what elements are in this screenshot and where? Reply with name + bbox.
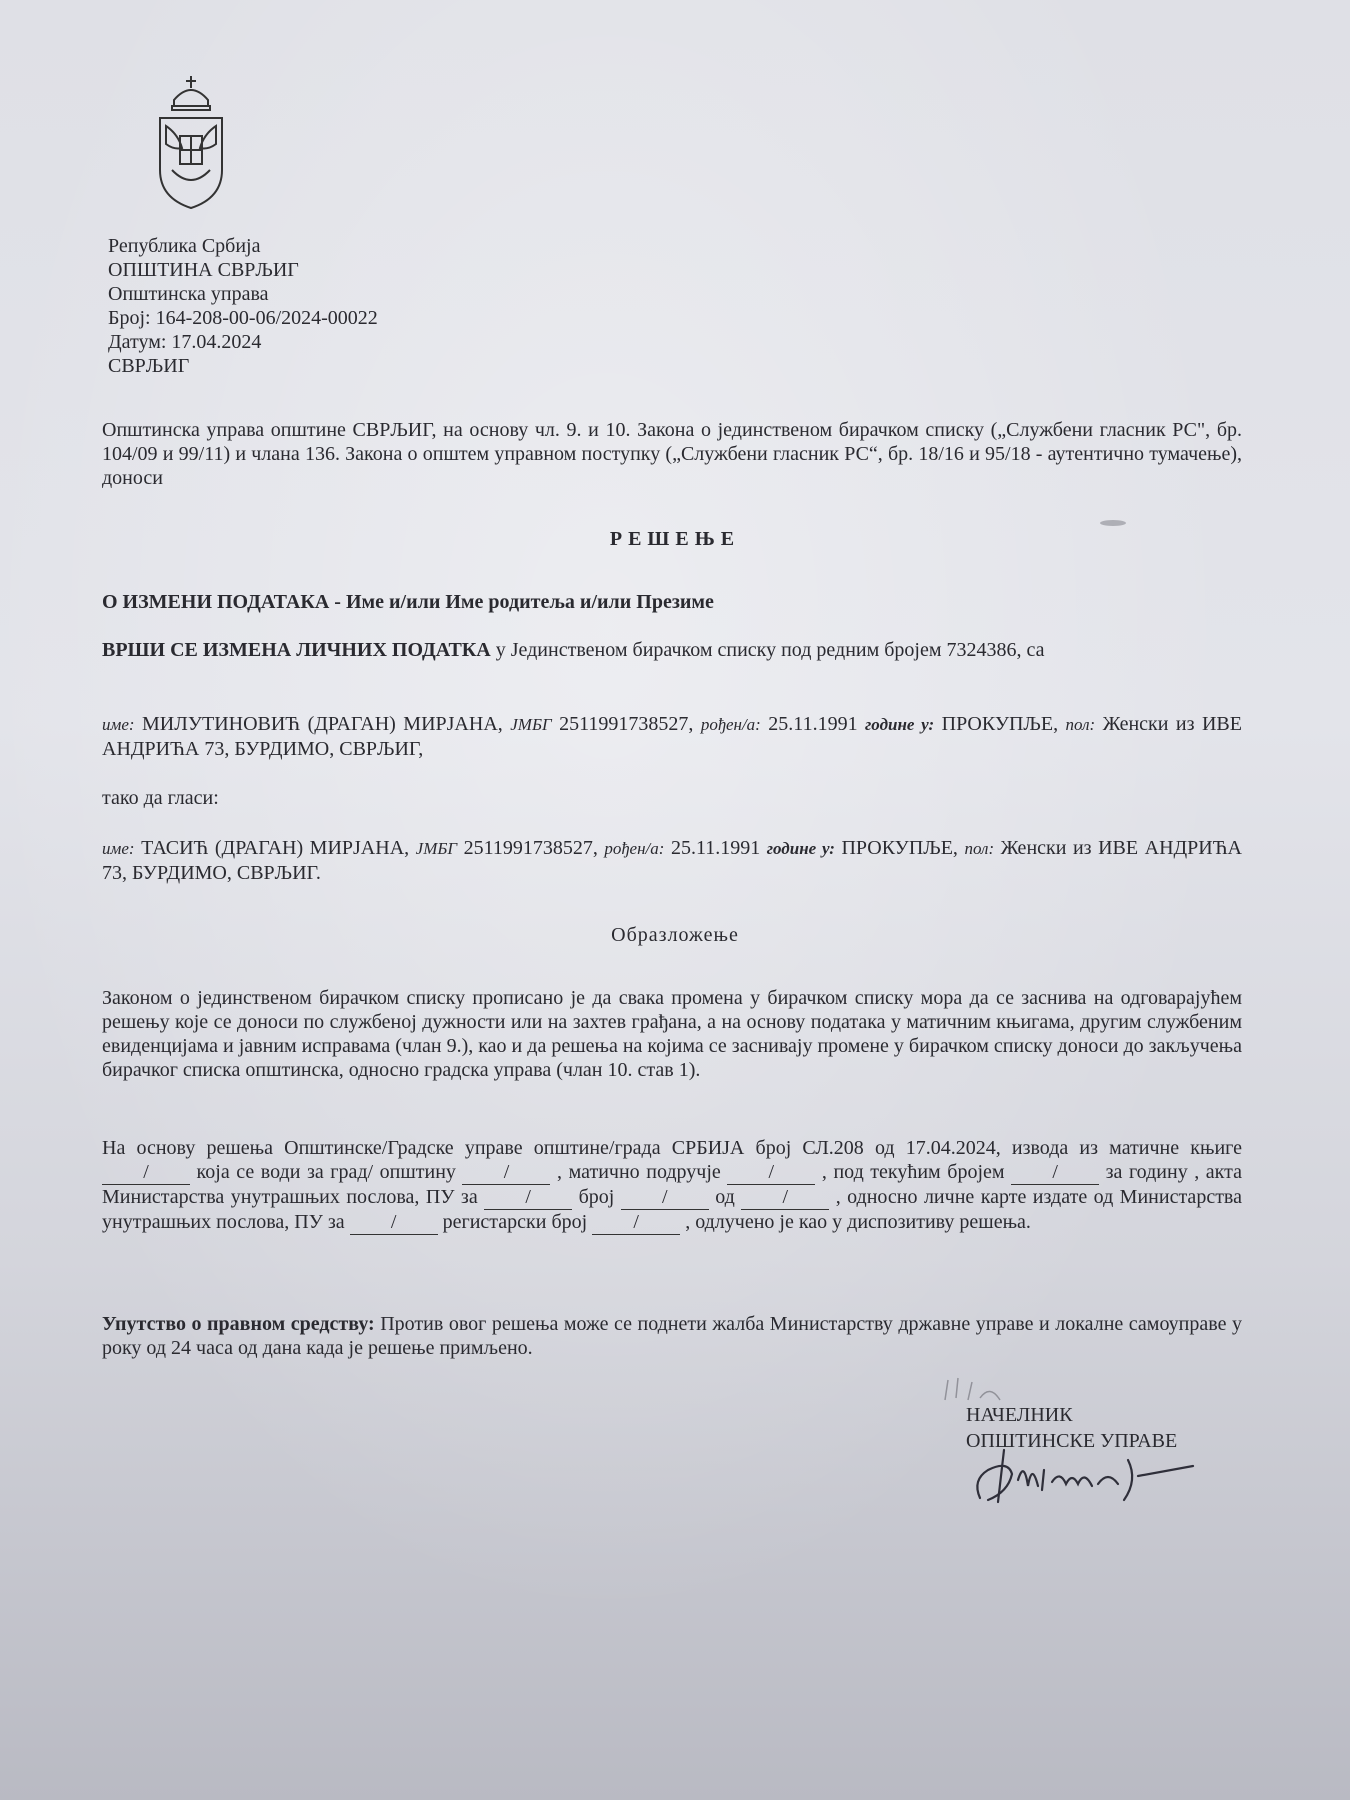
legal-remedy-text: Против овог решења може се поднети жалба Министарству државне управе и локалне самоуправе у року од 24 часа од дана када је решење примљено. xyxy=(102,1313,1242,1359)
tako-da-glasi: тако да гласи: xyxy=(102,787,219,809)
ink-smudge xyxy=(1098,518,1128,528)
old-record xyxy=(102,712,1242,761)
p2-text-1: На основу решења Општинске/Градске управе општине/града СРБИЈА број СЛ.208 од 17.04.2024, извода из матичне књиге xyxy=(102,1137,1242,1159)
document-header xyxy=(108,234,378,378)
old-place: ПРОКУПЉЕ, xyxy=(934,713,1066,735)
signatory-title-1: НАЧЕЛНИК xyxy=(966,1404,1073,1426)
blank-field: / xyxy=(484,1185,572,1210)
new-ime-label: име: xyxy=(102,839,135,858)
blank-field: / xyxy=(102,1160,190,1185)
reasoning-paragraph-2 xyxy=(102,1136,1242,1235)
new-place: ПРОКУПЉЕ, xyxy=(834,837,965,859)
old-ime-label: име: xyxy=(102,715,135,734)
old-jmbg: 2511991738527, xyxy=(551,713,701,735)
p2-text-5: за годину , акта Министарства унутрашњих послова, ПУ за xyxy=(102,1161,1242,1208)
change-bold: ВРШИ СЕ ИЗМЕНА ЛИЧНИХ ПОДАТКА xyxy=(102,639,491,661)
coat-of-arms-icon xyxy=(152,70,230,212)
new-godine-label: године у: xyxy=(766,839,835,858)
municipality-name: ОПШТИНА СВРЉИГ xyxy=(108,259,299,281)
p2-text-7: од xyxy=(708,1186,742,1208)
document-number: Број: 164-208-00-06/2024-00022 xyxy=(108,307,378,329)
old-name: МИЛУТИНОВИЋ (ДРАГАН) МИРЈАНА, xyxy=(134,713,511,735)
blank-field: / xyxy=(592,1210,680,1235)
p2-text-6: број xyxy=(572,1186,621,1208)
old-pol-label: пол: xyxy=(1065,715,1096,734)
subject-bold: О ИЗМЕНИ ПОДАТАКА - xyxy=(102,591,341,613)
new-date: 25.11.1991 xyxy=(664,837,767,859)
reasoning-paragraph-1: Законом о јединственом бирачком списку прописано је да свака промена у бирачком списку мора да се заснива на одговарајућем решењу које се доноси по службеној дужности или на захтев грађана, а на основу података у матичним књигама, другим службеним евиденцијама и јавним исправама (члан 9.), као и да решења на којима се заснивају промене у бирачком списку доноси до закључења бирачког списка општинска, односно градска управа (члан 10. став 1). xyxy=(102,987,1242,1081)
new-jmbg: 2511991738527, xyxy=(457,837,605,859)
p2-text-9: регистарски број xyxy=(437,1211,593,1233)
old-rest: Женски из ИВЕ АНДРИЋА 73, БУРДИМО, СВРЉИГ, xyxy=(102,713,1242,760)
intro-paragraph: Општинска управа општине СВРЉИГ, на основу чл. 9. и 10. Закона о јединственом бирачком списку („Службени гласник РС", бр. 104/09 и 99/11) и члана 136. Закона о општем управном поступку („Службени гласник РС“, бр. 18/16 и 95/18 - аутентично тумачење), доноси xyxy=(102,419,1242,489)
document-date: Датум: 17.04.2024 xyxy=(108,331,262,353)
p2-text-10: , одлучено је као у диспозитиву решења. xyxy=(680,1211,1031,1233)
document-title: РЕШЕЊЕ xyxy=(609,528,741,550)
blank-field: / xyxy=(1011,1160,1099,1185)
country-name: Република Србија xyxy=(108,235,261,257)
p2-text-4: , под текућим бројем xyxy=(815,1161,1012,1183)
new-pol-label: пол: xyxy=(964,839,995,858)
p2-text-8: , односно личне карте издате од Министарства унутрашњих послова, ПУ за xyxy=(102,1186,1242,1233)
signatory-title-2: ОПШТИНСКЕ УПРАВЕ xyxy=(966,1430,1178,1452)
administration-name: Општинска управа xyxy=(108,283,269,305)
blank-field: / xyxy=(621,1185,709,1210)
p2-text-2: која се води за град/ општину xyxy=(190,1161,463,1183)
legal-remedy xyxy=(102,1312,1242,1360)
blank-field: / xyxy=(350,1210,438,1235)
old-jmbg-label: ЈМБГ xyxy=(510,715,552,734)
subject-line xyxy=(102,590,1242,614)
old-rodjen-label: рођен/а: xyxy=(700,715,761,734)
old-godine-label: године у: xyxy=(865,715,935,734)
legal-remedy-label: Упутство о правном средству: xyxy=(102,1313,375,1335)
p2-text-3: , матично подручје xyxy=(550,1161,728,1183)
new-jmbg-label: ЈМБГ xyxy=(415,839,458,858)
subject-rest: Име и/или Име родитеља и/или Презиме xyxy=(340,591,714,613)
document-place: СВРЉИГ xyxy=(108,355,190,377)
change-paragraph xyxy=(102,638,1242,662)
change-rest: у Јединственом бирачком списку под редним бројем 7324386, са xyxy=(490,639,1045,661)
reasoning-title: Образложење xyxy=(611,924,739,946)
blank-field: / xyxy=(741,1185,829,1210)
new-rest: Женски из ИВЕ АНДРИЋА 73, БУРДИМО, СВРЉИГ. xyxy=(102,837,1242,884)
old-date: 25.11.1991 xyxy=(760,713,866,735)
new-rodjen-label: рођен/а: xyxy=(604,839,665,858)
new-name: ТАСИЋ (ДРАГАН) МИРЈАНА, xyxy=(134,837,416,859)
blank-field: / xyxy=(727,1160,815,1185)
blank-field: / xyxy=(462,1160,550,1185)
handwritten-signature xyxy=(968,1440,1198,1510)
new-record xyxy=(102,836,1242,885)
